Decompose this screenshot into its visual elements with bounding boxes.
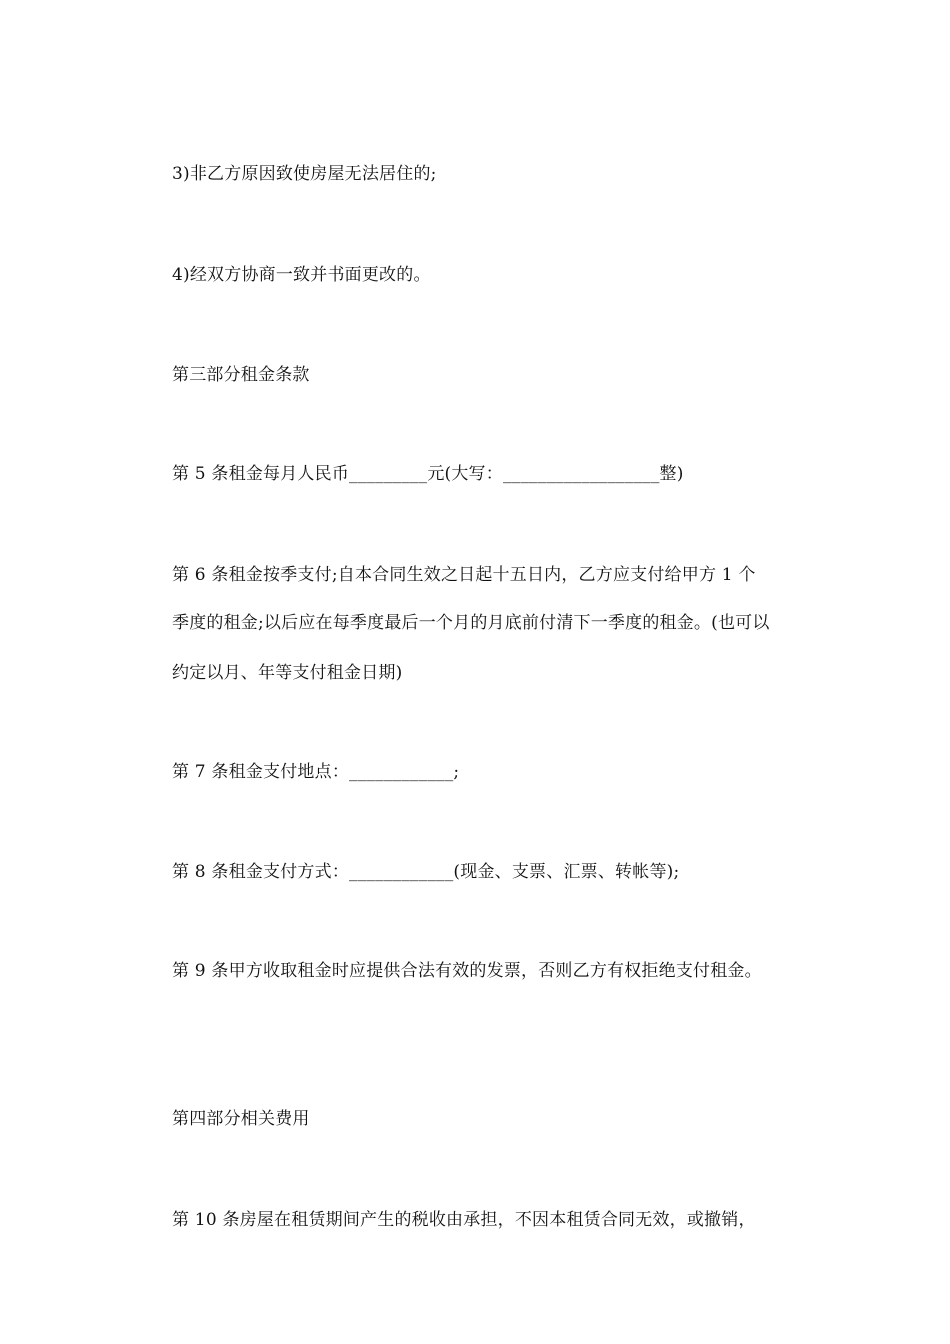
clause-4-3-text: 3)非乙方原因致使房屋无法居住的;: [172, 164, 437, 184]
article6-line1: 第 6 条租金按季支付;自本合同生效之日起十五日内，乙方应支付给甲方 1 个: [172, 565, 756, 585]
article9-text: 第 9 条甲方收取租金时应提供合法有效的发票，否则乙方有权拒绝支付租金。: [172, 961, 762, 981]
article6-line3: 约定以月、年等支付租金日期): [172, 663, 403, 683]
article6-line2: 季度的租金;以后应在每季度最后一个月的月底前付清下一季度的租金。(也可以: [172, 613, 770, 633]
article7-text: 第 7 条租金支付地点：____________;: [172, 762, 460, 782]
part4-heading: 第四部分相关费用: [172, 1109, 310, 1129]
clause-4-4-text: 4)经双方协商一致并书面更改的。: [172, 265, 431, 285]
article8-text: 第 8 条租金支付方式：____________(现金、支票、汇票、转帐等);: [172, 862, 680, 882]
article5-text: 第 5 条租金每月人民币_________元(大写：__________________整): [172, 464, 684, 484]
article10-line1: 第 10 条房屋在租赁期间产生的税收由承担，不因本租赁合同无效，或撤销，: [172, 1210, 756, 1230]
part3-heading: 第三部分租金条款: [172, 365, 310, 385]
